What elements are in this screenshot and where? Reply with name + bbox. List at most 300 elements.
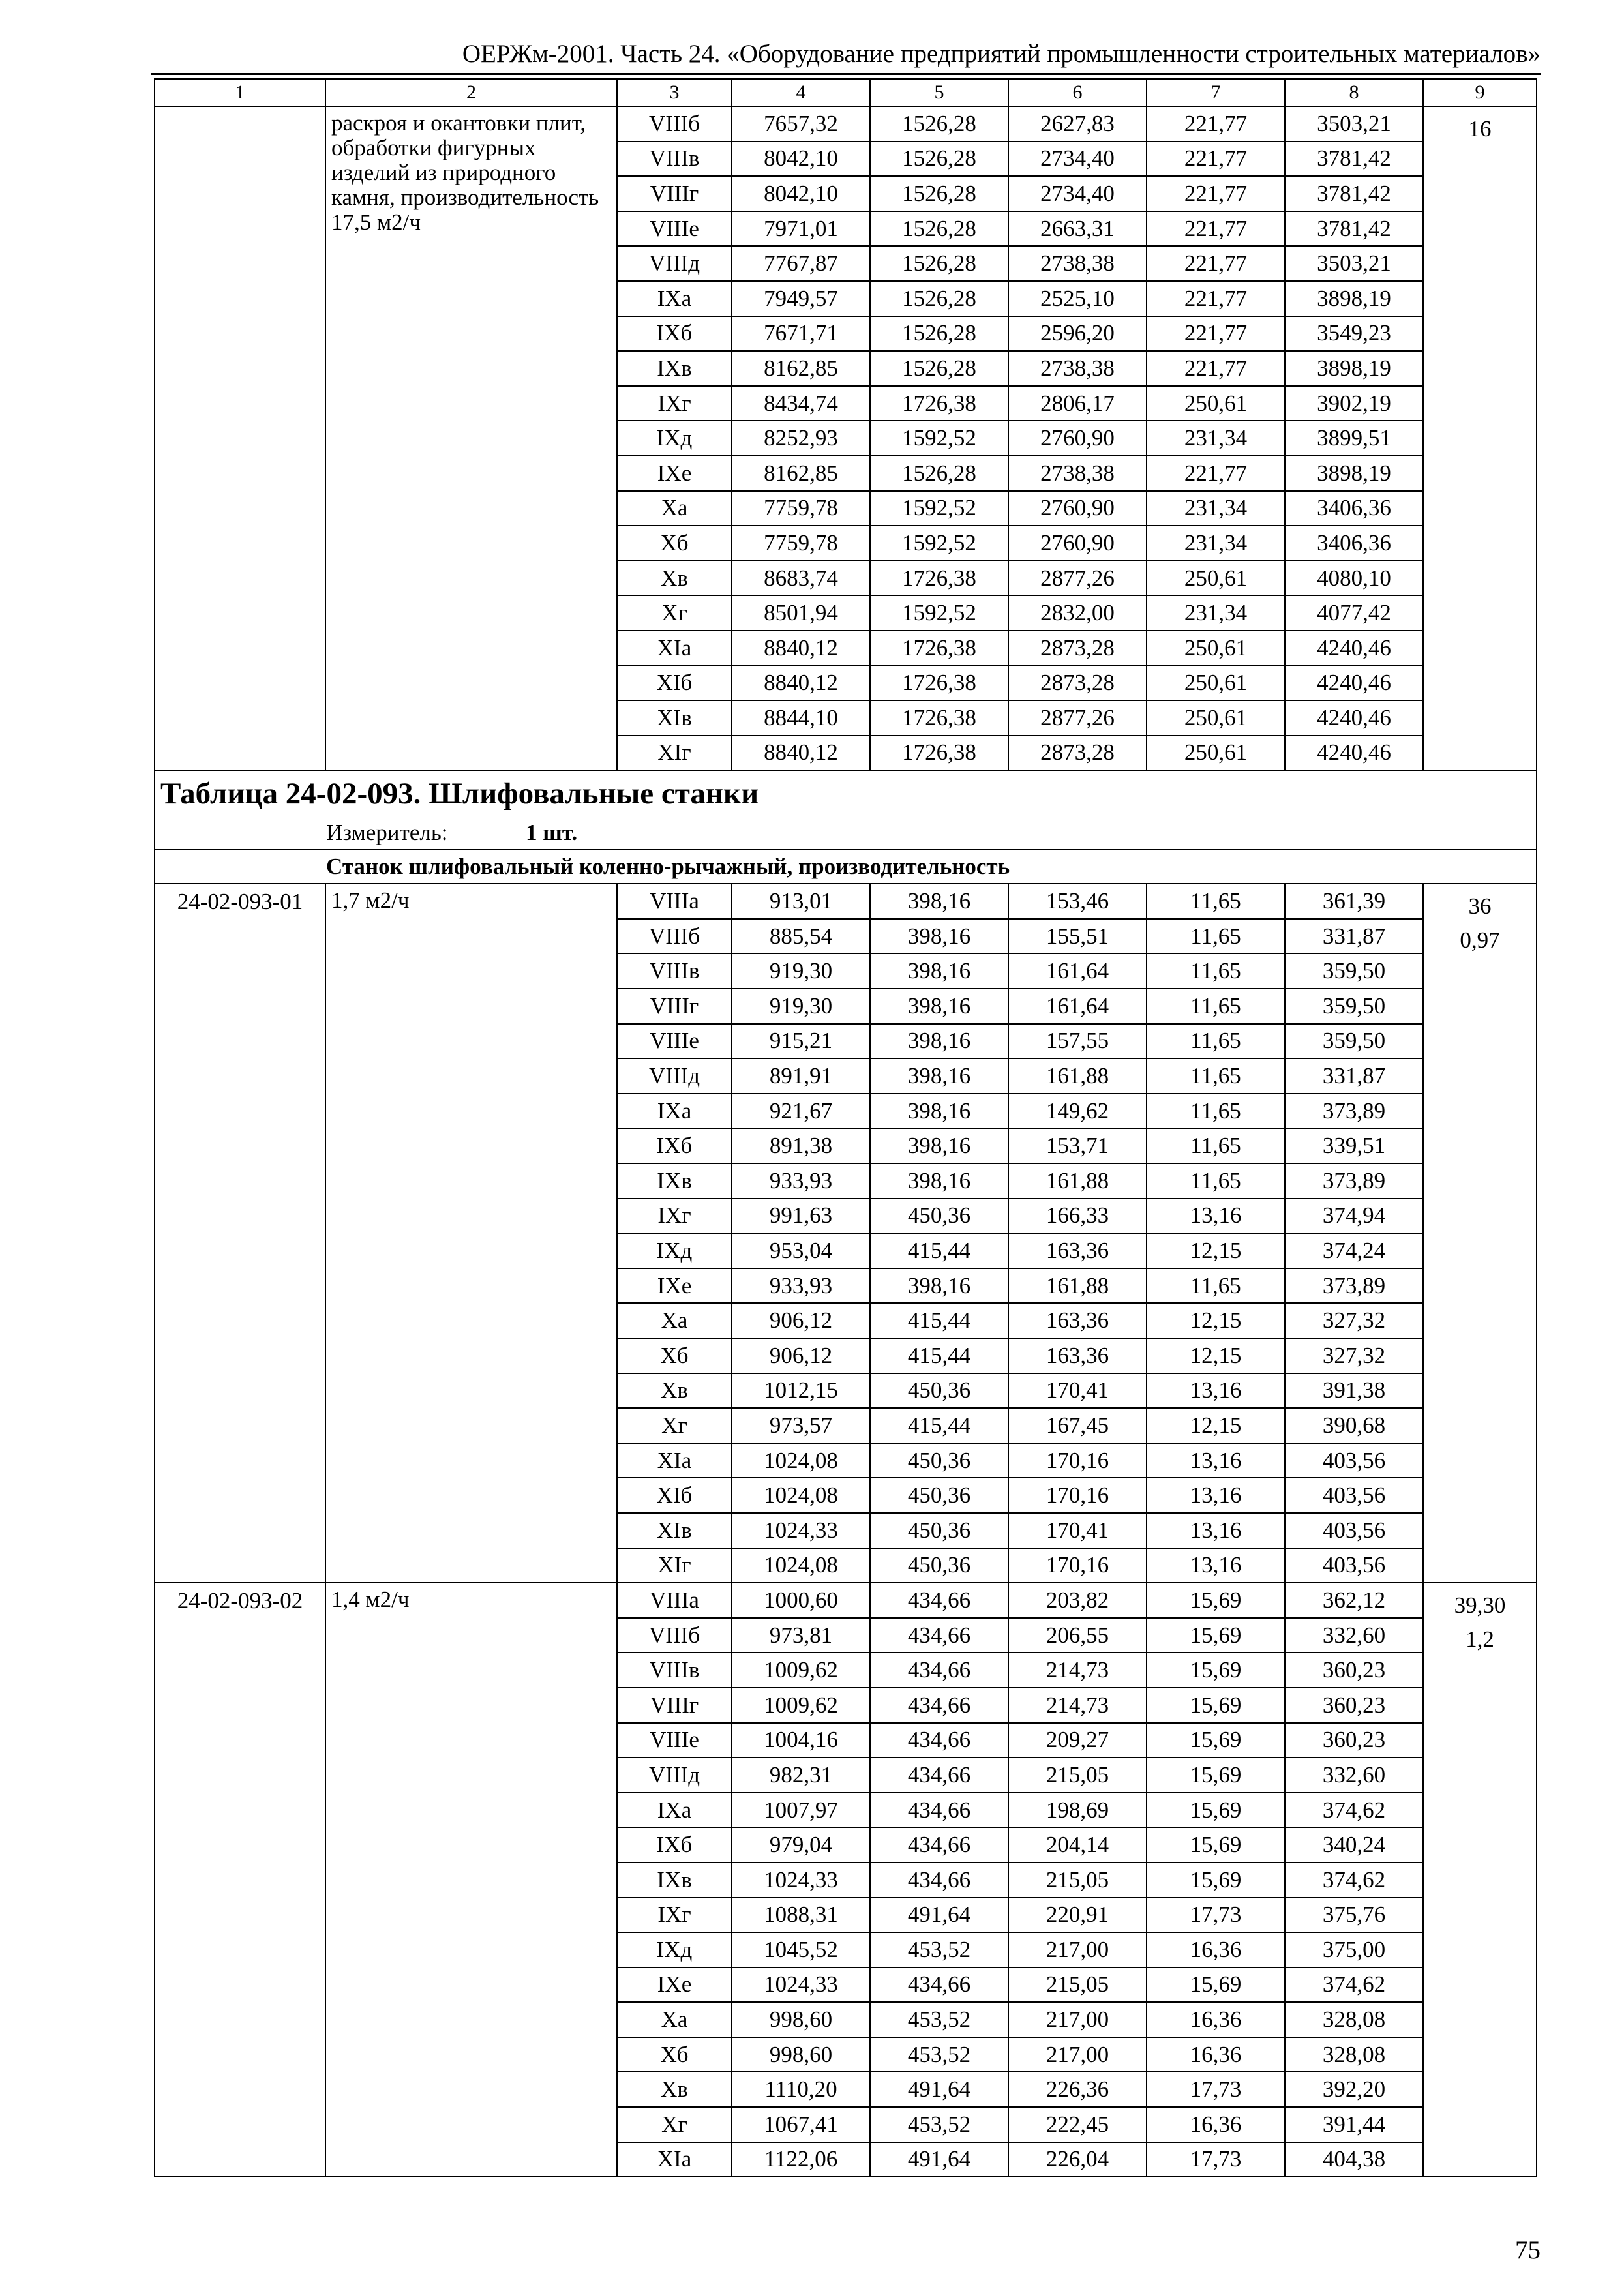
price-cell: 327,32 [1285,1303,1423,1338]
price-cell: 163,36 [1008,1303,1147,1338]
price-cell: 1024,33 [732,1513,870,1548]
price-cell: 374,62 [1285,1967,1423,2003]
price-cell: 919,30 [732,989,870,1024]
price-cell: 17,73 [1147,2142,1285,2177]
price-cell: 2873,28 [1008,666,1147,701]
price-cell: 8501,94 [732,595,870,631]
price-cell: 17,73 [1147,2072,1285,2107]
price-cell: 7657,32 [732,106,870,142]
price-cell: 1526,28 [870,281,1008,316]
price-cell: 13,16 [1147,1443,1285,1478]
price-cell: 391,38 [1285,1373,1423,1409]
price-cell: 214,73 [1008,1688,1147,1723]
price-cell: 398,16 [870,1128,1008,1163]
price-cell: 15,69 [1147,1827,1285,1863]
price-cell: 1122,06 [732,2142,870,2177]
price-cell: 450,36 [870,1373,1008,1409]
price-cell: 453,52 [870,2002,1008,2037]
price-cell: 331,87 [1285,1058,1423,1094]
region-code: VIIIг [617,1688,732,1723]
price-cell: 1024,33 [732,1863,870,1898]
table-row [155,106,1537,142]
region-code: IXа [617,281,732,316]
region-code: Xг [617,2107,732,2142]
price-cell: 2734,40 [1008,142,1147,177]
column-9-values [1423,884,1537,1583]
price-cell: 250,61 [1147,386,1285,421]
column-number: 2 [325,79,617,106]
price-cell: 8434,74 [732,386,870,421]
column-number: 3 [617,79,732,106]
region-code: IXе [617,1967,732,2003]
price-cell: 403,56 [1285,1513,1423,1548]
price-cell: 161,64 [1008,989,1147,1024]
price-cell: 2596,20 [1008,316,1147,352]
price-cell: 885,54 [732,919,870,954]
price-cell: 415,44 [870,1408,1008,1443]
price-cell: 221,77 [1147,456,1285,491]
column-number: 8 [1285,79,1423,106]
price-cell: 1007,97 [732,1793,870,1828]
price-cell: 998,60 [732,2037,870,2072]
price-cell: 1024,08 [732,1478,870,1513]
region-code: Xв [617,561,732,596]
price-cell: 434,66 [870,1653,1008,1688]
unit-label: Измеритель: [326,820,448,846]
price-cell: 13,16 [1147,1199,1285,1234]
price-cell: 11,65 [1147,1024,1285,1059]
price-cell: 231,34 [1147,421,1285,456]
price-cell: 3899,51 [1285,421,1423,456]
price-cell: 398,16 [870,1058,1008,1094]
region-code: IXг [617,1199,732,1234]
price-cell: 921,67 [732,1094,870,1129]
unit-value: 1 шт. [526,820,578,846]
price-cell: 8840,12 [732,736,870,771]
price-cell: 2663,31 [1008,211,1147,247]
price-cell: 434,66 [870,1793,1008,1828]
price-cell: 373,89 [1285,1094,1423,1129]
price-cell: 1009,62 [732,1653,870,1688]
price-cell: 398,16 [870,919,1008,954]
price-cell: 155,51 [1008,919,1147,954]
region-code: Xв [617,1373,732,1409]
price-cell: 13,16 [1147,1513,1285,1548]
price-cell: 4080,10 [1285,561,1423,596]
region-code: XIг [617,736,732,771]
price-cell: 398,16 [870,1094,1008,1129]
price-cell: 398,16 [870,953,1008,989]
price-cell: 450,36 [870,1548,1008,1583]
price-cell: 7759,78 [732,491,870,526]
price-cell: 2627,83 [1008,106,1147,142]
price-cell: 15,69 [1147,1758,1285,1793]
region-code: Xб [617,2037,732,2072]
column-number: 9 [1423,79,1537,106]
column-number: 7 [1147,79,1285,106]
column-9-value: 0,97 [1460,927,1500,953]
price-cell: 11,65 [1147,1163,1285,1199]
price-cell: 221,77 [1147,142,1285,177]
price-cell: 231,34 [1147,491,1285,526]
price-cell: 339,51 [1285,1128,1423,1163]
region-code: IXа [617,1094,732,1129]
price-cell: 4077,42 [1285,595,1423,631]
price-cell: 1526,28 [870,351,1008,386]
price-cell: 3902,19 [1285,386,1423,421]
price-cell: 2525,10 [1008,281,1147,316]
price-cell: 15,69 [1147,1793,1285,1828]
price-cell: 3503,21 [1285,106,1423,142]
region-code: IXг [617,1898,732,1933]
price-cell: 15,69 [1147,1967,1285,2003]
price-cell: 161,64 [1008,953,1147,989]
price-cell: 153,46 [1008,884,1147,919]
price-cell: 374,62 [1285,1793,1423,1828]
price-cell: 1024,08 [732,1443,870,1478]
price-cell: 450,36 [870,1513,1008,1548]
price-cell: 415,44 [870,1303,1008,1338]
price-cell: 12,15 [1147,1338,1285,1373]
price-cell: 906,12 [732,1338,870,1373]
price-cell: 3781,42 [1285,142,1423,177]
region-code: IXб [617,316,732,352]
price-cell: 7759,78 [732,526,870,561]
price-cell: 231,34 [1147,595,1285,631]
price-cell: 491,64 [870,2072,1008,2107]
price-cell: 913,01 [732,884,870,919]
price-cell: 161,88 [1008,1058,1147,1094]
price-cell: 375,00 [1285,1932,1423,1967]
price-cell: 170,41 [1008,1513,1147,1548]
price-cell: 12,15 [1147,1303,1285,1338]
price-cell: 7767,87 [732,246,870,281]
price-cell: 359,50 [1285,953,1423,989]
price-cell: 3503,21 [1285,246,1423,281]
price-cell: 3898,19 [1285,281,1423,316]
price-cell: 215,05 [1008,1758,1147,1793]
price-cell: 2760,90 [1008,421,1147,456]
price-cell: 1024,08 [732,1548,870,1583]
price-cell: 2873,28 [1008,631,1147,666]
price-cell: 11,65 [1147,919,1285,954]
price-cell: 231,34 [1147,526,1285,561]
price-cell: 161,88 [1008,1163,1147,1199]
price-cell: 361,39 [1285,884,1423,919]
rates-table [154,78,1537,2177]
price-cell: 392,20 [1285,2072,1423,2107]
region-code: VIIIб [617,106,732,142]
subheading: Станок шлифовальный коленно-рычажный, производительность [155,850,1537,884]
price-cell: 1592,52 [870,595,1008,631]
price-cell: 1110,20 [732,2072,870,2107]
region-code: IXд [617,1233,732,1268]
price-cell: 328,08 [1285,2037,1423,2072]
region-code: IXа [617,1793,732,1828]
region-code: Xб [617,526,732,561]
rate-code: 24-02-093-01 [155,884,325,1583]
table-row [155,1583,1537,1618]
price-cell: 919,30 [732,953,870,989]
price-cell: 434,66 [870,1758,1008,1793]
price-cell: 398,16 [870,884,1008,919]
region-code: VIIIг [617,176,732,211]
region-code: IXб [617,1827,732,1863]
region-code: IXд [617,1932,732,1967]
column-number: 1 [155,79,325,106]
region-code: IXв [617,351,732,386]
price-cell: 403,56 [1285,1478,1423,1513]
price-cell: 359,50 [1285,1024,1423,1059]
price-cell: 403,56 [1285,1548,1423,1583]
region-code: VIIIв [617,142,732,177]
price-cell: 1526,28 [870,211,1008,247]
region-code: IXб [617,1128,732,1163]
column-number-row [155,79,1537,106]
region-code: VIIIв [617,953,732,989]
price-cell: 215,05 [1008,1967,1147,2003]
unit-cell [155,816,1537,850]
price-cell: 360,23 [1285,1653,1423,1688]
region-code: VIIIд [617,1058,732,1094]
price-cell: 1592,52 [870,421,1008,456]
price-cell: 434,66 [870,1618,1008,1653]
price-cell: 221,77 [1147,316,1285,352]
price-cell: 328,08 [1285,2002,1423,2037]
price-cell: 17,73 [1147,1898,1285,1933]
price-cell: 360,23 [1285,1688,1423,1723]
price-cell: 2877,26 [1008,561,1147,596]
price-cell: 221,77 [1147,176,1285,211]
region-code: XIв [617,1513,732,1548]
region-code: Xа [617,2002,732,2037]
price-cell: 217,00 [1008,1932,1147,1967]
price-cell: 2806,17 [1008,386,1147,421]
region-code: Xв [617,2072,732,2107]
price-cell: 11,65 [1147,1094,1285,1129]
price-cell: 7971,01 [732,211,870,247]
price-cell: 222,45 [1008,2107,1147,2142]
price-cell: 7949,57 [732,281,870,316]
column-9-value: 1,2 [1466,1626,1494,1653]
price-cell: 491,64 [870,1898,1008,1933]
price-cell: 220,91 [1008,1898,1147,1933]
region-code: IXв [617,1863,732,1898]
region-code: Xа [617,491,732,526]
price-cell: 360,23 [1285,1723,1423,1758]
region-code: Xг [617,1408,732,1443]
price-cell: 331,87 [1285,919,1423,954]
price-cell: 450,36 [870,1199,1008,1234]
price-cell: 991,63 [732,1199,870,1234]
price-cell: 1726,38 [870,666,1008,701]
price-cell: 15,69 [1147,1653,1285,1688]
price-cell: 1726,38 [870,631,1008,666]
region-code: VIIIе [617,1024,732,1059]
price-cell: 998,60 [732,2002,870,2037]
price-cell: 11,65 [1147,1058,1285,1094]
price-cell: 1067,41 [732,2107,870,2142]
price-cell: 204,14 [1008,1827,1147,1863]
price-cell: 12,15 [1147,1233,1285,1268]
price-cell: 16,36 [1147,1932,1285,1967]
region-code: VIIIд [617,246,732,281]
region-code: XIа [617,2142,732,2177]
header-rule [151,73,1541,75]
price-cell: 157,55 [1008,1024,1147,1059]
price-cell: 2734,40 [1008,176,1147,211]
price-cell: 250,61 [1147,700,1285,736]
page-number: 75 [1515,2236,1541,2264]
price-cell: 398,16 [870,1024,1008,1059]
price-cell: 221,77 [1147,246,1285,281]
region-code: IXе [617,456,732,491]
unit-row [155,816,1537,850]
price-cell: 3781,42 [1285,176,1423,211]
region-code: Xб [617,1338,732,1373]
price-cell: 4240,46 [1285,700,1423,736]
column-9-value: 39,30 [1454,1593,1506,1619]
price-cell: 953,04 [732,1233,870,1268]
region-code: VIIIг [617,989,732,1024]
price-cell: 933,93 [732,1163,870,1199]
price-cell: 434,66 [870,1827,1008,1863]
column-9-values [1423,106,1537,770]
price-cell: 891,38 [732,1128,870,1163]
price-cell: 1726,38 [870,700,1008,736]
price-cell: 1009,62 [732,1688,870,1723]
price-cell: 13,16 [1147,1373,1285,1409]
rate-code [155,106,325,770]
price-cell: 16,36 [1147,2037,1285,2072]
price-cell: 1526,28 [870,142,1008,177]
price-cell: 434,66 [870,1723,1008,1758]
price-cell: 1024,33 [732,1967,870,2003]
price-cell: 16,36 [1147,2002,1285,2037]
column-number: 4 [732,79,870,106]
region-code: VIIIд [617,1758,732,1793]
price-cell: 340,24 [1285,1827,1423,1863]
column-number: 6 [1008,79,1147,106]
price-cell: 434,66 [870,1863,1008,1898]
price-cell: 2760,90 [1008,491,1147,526]
rate-code: 24-02-093-02 [155,1583,325,2177]
price-cell: 453,52 [870,2107,1008,2142]
price-cell: 226,36 [1008,2072,1147,2107]
price-cell: 153,71 [1008,1128,1147,1163]
price-cell: 167,45 [1008,1408,1147,1443]
price-cell: 206,55 [1008,1618,1147,1653]
price-cell: 8840,12 [732,666,870,701]
price-cell: 1012,15 [732,1373,870,1409]
price-cell: 3406,36 [1285,526,1423,561]
price-cell: 8162,85 [732,456,870,491]
price-cell: 391,44 [1285,2107,1423,2142]
price-cell: 2832,00 [1008,595,1147,631]
price-cell: 3898,19 [1285,351,1423,386]
price-cell: 373,89 [1285,1268,1423,1304]
price-cell: 214,73 [1008,1653,1147,1688]
price-cell: 434,66 [870,1688,1008,1723]
price-cell: 221,77 [1147,211,1285,247]
price-cell: 2738,38 [1008,456,1147,491]
price-cell: 3406,36 [1285,491,1423,526]
price-cell: 1526,28 [870,316,1008,352]
region-code: VIIIе [617,1723,732,1758]
region-code: XIб [617,1478,732,1513]
price-cell: 332,60 [1285,1618,1423,1653]
price-cell: 1004,16 [732,1723,870,1758]
price-cell: 198,69 [1008,1793,1147,1828]
price-cell: 15,69 [1147,1688,1285,1723]
price-cell: 373,89 [1285,1163,1423,1199]
price-cell: 453,52 [870,2037,1008,2072]
price-cell: 1000,60 [732,1583,870,1618]
price-cell: 1592,52 [870,491,1008,526]
price-cell: 13,16 [1147,1478,1285,1513]
table-row [155,884,1537,919]
price-cell: 11,65 [1147,1128,1285,1163]
price-cell: 933,93 [732,1268,870,1304]
price-cell: 450,36 [870,1478,1008,1513]
region-code: VIIIе [617,211,732,247]
rate-description: 1,7 м2/ч [325,884,617,1583]
price-cell: 1526,28 [870,176,1008,211]
region-code: VIIIа [617,1583,732,1618]
price-cell: 1592,52 [870,526,1008,561]
price-cell: 982,31 [732,1758,870,1793]
price-cell: 1526,28 [870,246,1008,281]
column-9-value: 16 [1468,116,1492,142]
region-code: IXд [617,421,732,456]
price-cell: 170,16 [1008,1443,1147,1478]
price-cell: 398,16 [870,1268,1008,1304]
price-cell: 453,52 [870,1932,1008,1967]
price-cell: 166,33 [1008,1199,1147,1234]
page-header: ОЕРЖм-2001. Часть 24. «Оборудование предприятий промышленности строительных материалов» [462,40,1541,68]
price-cell: 161,88 [1008,1268,1147,1304]
price-cell: 221,77 [1147,106,1285,142]
region-code: XIб [617,666,732,701]
price-cell: 163,36 [1008,1338,1147,1373]
region-code: IXе [617,1268,732,1304]
price-cell: 2877,26 [1008,700,1147,736]
price-cell: 1526,28 [870,106,1008,142]
price-cell: 915,21 [732,1024,870,1059]
price-cell: 4240,46 [1285,631,1423,666]
price-cell: 1726,38 [870,561,1008,596]
price-cell: 398,16 [870,1163,1008,1199]
region-code: IXг [617,386,732,421]
table-title-row [155,770,1537,816]
price-cell: 217,00 [1008,2002,1147,2037]
column-9-values [1423,1583,1537,2177]
price-cell: 170,16 [1008,1548,1147,1583]
price-cell: 217,00 [1008,2037,1147,2072]
price-cell: 15,69 [1147,1583,1285,1618]
price-cell: 170,16 [1008,1478,1147,1513]
region-code: VIIIв [617,1653,732,1688]
region-code: Xа [617,1303,732,1338]
price-cell: 170,41 [1008,1373,1147,1409]
price-cell: 2760,90 [1008,526,1147,561]
price-cell: 374,24 [1285,1233,1423,1268]
price-cell: 434,66 [870,1967,1008,2003]
price-cell: 250,61 [1147,631,1285,666]
price-cell: 11,65 [1147,953,1285,989]
price-cell: 3781,42 [1285,211,1423,247]
price-cell: 203,82 [1008,1583,1147,1618]
